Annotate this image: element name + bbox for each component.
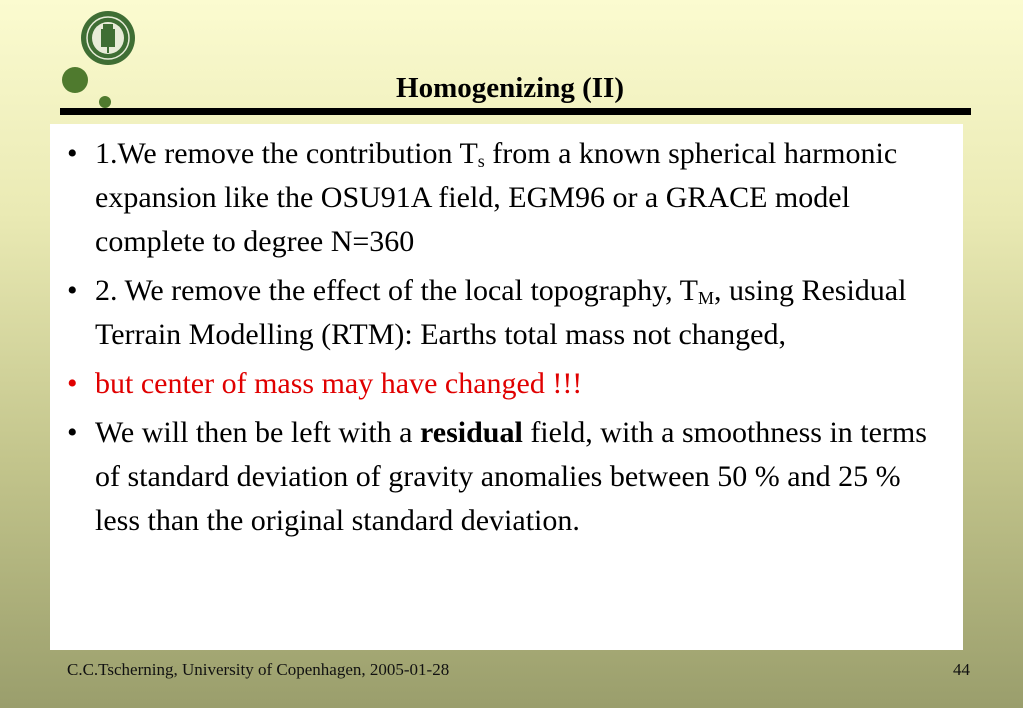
slide-title: Homogenizing (II) [396,72,624,104]
slide-content [50,124,963,650]
decorative-dot-large [62,67,88,93]
decorative-dot-small [99,96,111,108]
page-number: 44 [953,660,970,679]
bullet-list [60,132,949,543]
footer-author-date: C.C.Tscherning, University of Copenhagen, 2005-01-28 [67,660,450,679]
bullet-glyph: • [67,137,78,170]
title-divider [60,108,971,115]
bullet-glyph: • [67,274,78,307]
bullet-item-2: • 2. We remove the effect of the local topography, $T_M$, using Residual Terrain Modelling (RTM): Earths total mass not changed, [60,269,949,357]
bullet-item-3: • but center of mass may have changed !!! [60,362,949,406]
bullet-glyph: • [67,367,78,400]
bullet-glyph: • [67,416,78,449]
bullet-item-1: • 1.We remove the contribution $T_s$ from a known spherical harmonic expansion like the OSU91A field, EGM96 or a GRACE model complete to degree N=360 [60,132,949,264]
bullet-item-4: • We will then be left with a residual field, with a smoothness in terms of standard deviation of gravity anomalies between 50 % and 25 % less than the original standard deviation. [60,411,949,543]
university-seal-logo [80,10,136,66]
